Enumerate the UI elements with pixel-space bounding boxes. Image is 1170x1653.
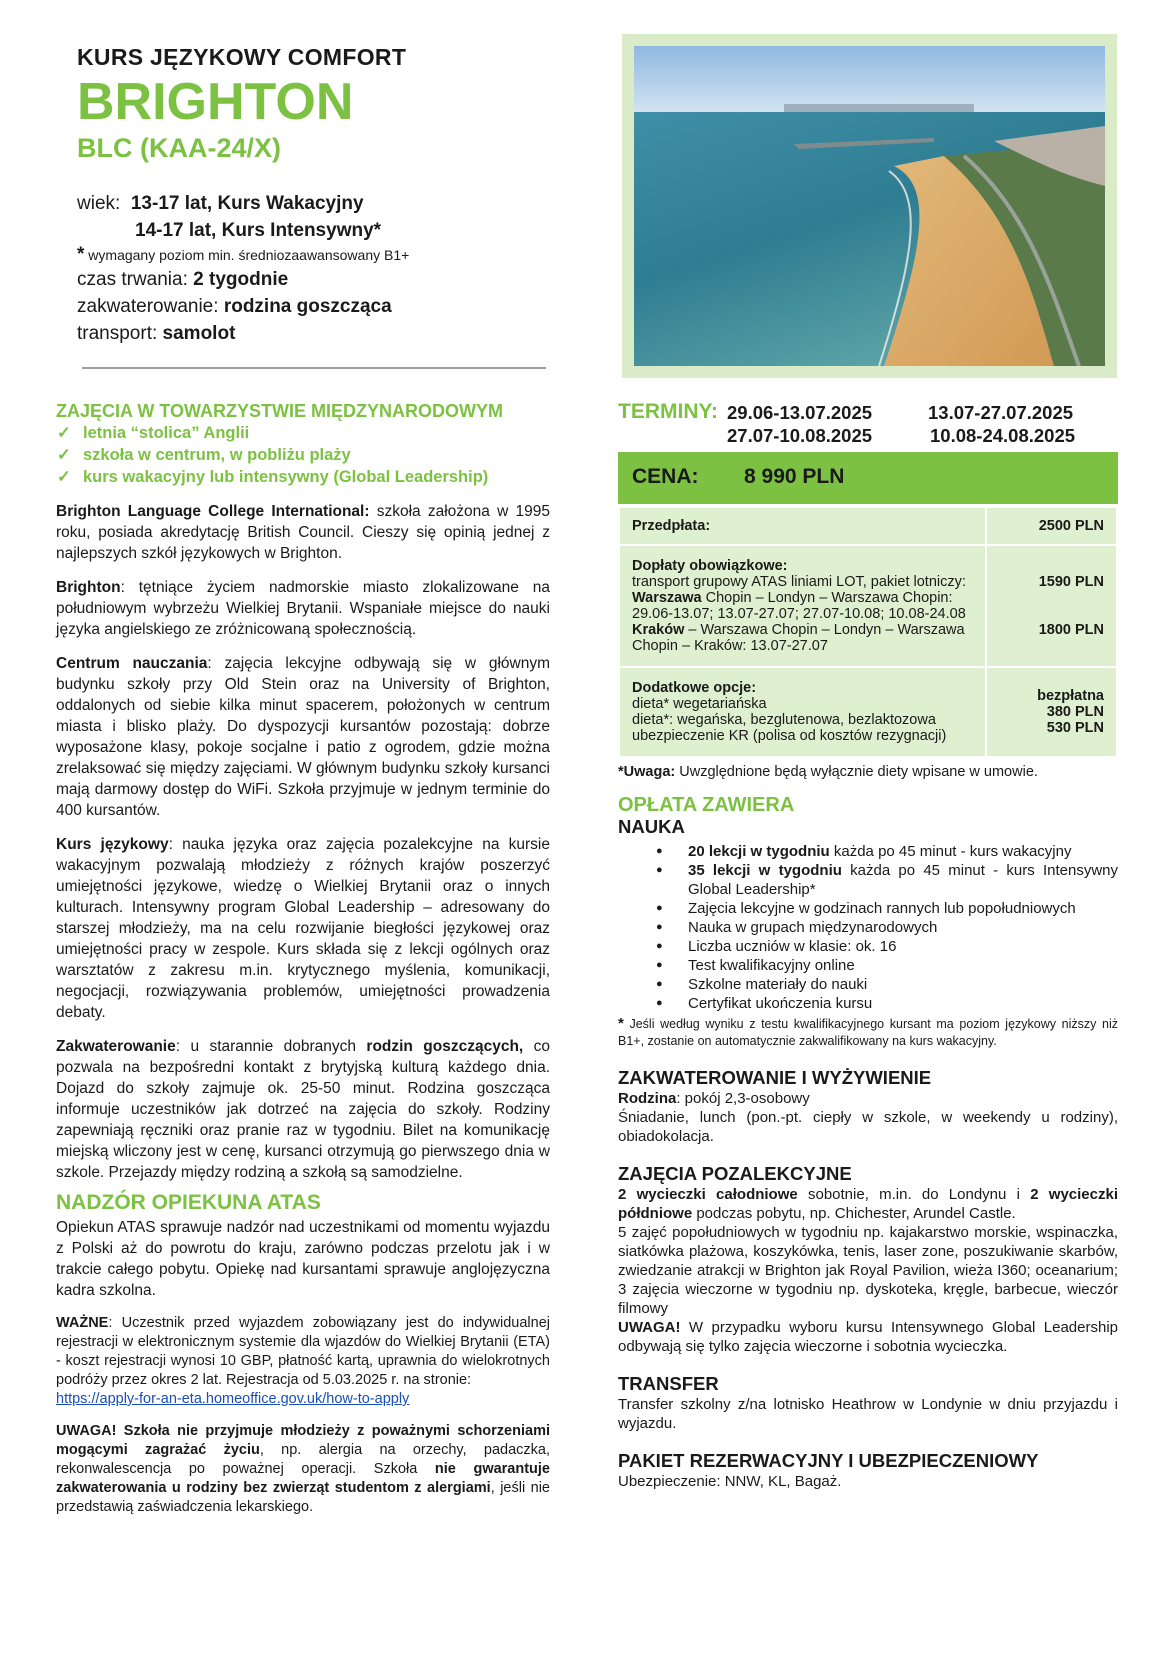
list-item: ✓ letnia “stolica” Anglii [56, 422, 550, 444]
accommodation-paragraph: Zakwaterowanie: u starannie dobranych rodzin goszczących, co pozwala na bezpośredni kontakt z brytyjską kulturą każdego dnia. Dojazd do szkoły zajmuje ok. 25-50 minut. Rodzina goszcząca informuje uczestników jak dotrzeć na zajęcia do szkoły. Rodziny zapewniają ręczniki oraz pranie raz w tygodniu. Bilet na komunikację miejską wliczony jest w cenę, kursanci otrzymują go pierwszego dnia w szkole. Przejazdy między rodziną a szkołą są samodzielne. [56, 1038, 550, 1181]
includes-title: OPŁATA ZAWIERA [618, 794, 795, 816]
school-paragraph: Brighton Language College International: szkoła założona w 1995 roku, posiada akredytację British Council. Cieszy się opinią jednej z najlepszych szkół językowych w Brighton. [56, 503, 550, 562]
list-item: ✓ kurs wakacyjny lub intensywny (Global Leadership) [56, 466, 550, 488]
course-code: BLC (KAA-24/X) [77, 133, 282, 163]
course-type: KURS JĘZYKOWY COMFORT [77, 44, 407, 70]
learning-list [618, 842, 1118, 1013]
transfer-title: TRANSFER [618, 1373, 719, 1394]
insurance-paragraph: Ubezpieczenie: NNW, KL, Bagaż. [618, 1473, 842, 1490]
extra-title: ZAJĘCIA POZALEKCYJNE [618, 1163, 852, 1184]
course-paragraph: Kurs językowy: nauka języka oraz zajęcia pozalekcyjne na kursie wakacyjnym pozwalają młodzieży z różnych krajów poszerzyć umiejętności językowe, wiedzę o Wielkiej Brytanii oraz o innych kulturach. Intensywny program Global Leadership – adresowany do starszej młodzieży, ma na celu rozwijanie biegłości językowej oraz umiejętności pracy w zespole. Kurs składa się z lekcji ogólnych oraz warsztatów z zakresu m.in. krytycznego myślenia, komunikacji, negocjacji, rozwiązywania problemów, umiejętności prowadzenia debaty. [56, 836, 550, 1021]
learning-title: NAUKA [618, 816, 685, 837]
transport-row: transport: samolot [77, 323, 236, 344]
list-item: ● Zajęcia lekcyjne w godzinach rannych lub popołudniowych [618, 899, 1118, 918]
supervision-title: NADZÓR OPIEKUNA ATAS [56, 1191, 321, 1214]
eta-link[interactable]: https://apply-for-an-eta.homeoffice.gov.uk/how-to-apply [56, 1391, 410, 1407]
list-item: ● Test kwalifikacyjny online [618, 956, 1118, 975]
price-band [618, 452, 1118, 504]
term-date: 10.08-24.08.2025 [930, 425, 1076, 446]
duration-row: czas trwania: 2 tygodnie [77, 269, 289, 290]
centre-paragraph: Centrum nauczania: zajęcia lekcyjne odbywają się w głównym budynku szkoły przy Old Stein oraz na University of Brighton, oddalonych od siebie kilka minut spacerem, położonych w centrum miasta i blisko plaży. Do dyspozycji kursantów pozostają: dobrze wyposażone klasy, pokoje socjalne i patio z ogrodem, gdzie można zrelaksować się między zajęciami. W głównym budynku szkoły kursanci mają darmowy dostęp do WiFi. Szkoła przyjmuje w jednym terminie do 400 kursantów. [56, 655, 550, 819]
page-title: BRIGHTON [77, 73, 354, 131]
left-column [56, 400, 550, 1517]
health-warning: UWAGA! Szkoła nie przyjmuje młodzieży z poważnymi schorzeniami mogącymi zagrażać życiu, np. alergia na orzechy, padaczka, rekonwalescencja po poważnej operacji. Szkoła nie gwarantuje zakwaterowania u rodziny bez zwierząt studentom z alergiami, jeśli nie przedstawią zaświadczenia lekarskiego. [56, 1423, 551, 1515]
diet-note: *Uwaga: Uwzględnione będą wyłącznie diety wpisane w umowie. [618, 764, 1038, 780]
insurance-title: PAKIET REZERWACYJNY I UBEZPIECZENIOWY [618, 1450, 1039, 1471]
terms-label: TERMINY: [618, 400, 718, 423]
fees-table [618, 506, 1118, 758]
extra-paragraph: 2 wycieczki całodniowe sobotnie, m.in. do Londynu i 2 wycieczki półdniowe podczas pobytu, np. Chichester, Arundel Castle. 5 zajęć popołudniowych w tygodniu np. kajakarstwo morskie, wspinaczka, siatkówka plażowa, koszykówka, tenis, laser zone, poszukiwanie skarbów, zwiedzanie atrakcji w Brighton jak Royal Pavilion, wieża I360; oceanarium; 3 zajęcia wieczorne w tygodniu np. dyskoteka, kręgle, barbecue, wieczór filmowy UWAGA! W przypadku wyboru kursu Intensywnego Global Leadership odbywają się tylko zajęcia wieczorne i sobotnia wycieczka. [618, 1186, 1118, 1355]
board-paragraph: Rodzina: pokój 2,3-osobowy Śniadanie, lunch (pon.-pt. ciepły w szkole, w weekendy u rodziny), obiadokolacja. [618, 1090, 1118, 1145]
learning-footnote: * Jeśli według wyniku z testu kwalifikacyjnego kursant ma poziom językowy niższy niż B1+, zostanie on automatycznie zakwalifikowany na kurs wakacyjny. [618, 1015, 1118, 1048]
list-item: ● Liczba uczniów w klasie: ok. 16 [618, 937, 1118, 956]
term-date: 13.07-27.07.2025 [928, 402, 1074, 423]
list-item: ● 20 lekcji w tygodniu każda po 45 minut - kurs wakacyjny [618, 842, 1118, 861]
important-paragraph: WAŻNE: Uczestnik przed wyjazdem zobowiązany jest do indywidualnej rejestracji w elektronicznym systemie dla wjazdów do Wielkiej Brytanii (ETA) - koszt rejestracji wynosi 10 GBP, płatność kartą, uprawnia do wielokrotnych podróży przez okres 2 lat. Rejestracja od 5.03.2025 r. na stronie: https://apply-for-an-eta.homeoffice.gov.uk/how-to-apply [56, 1315, 550, 1407]
beach-aerial-image [634, 46, 1105, 366]
list-item: ● Szkolne materiały do nauki [618, 975, 1118, 994]
table-row: Przedpłata: 2500 PLN [619, 507, 1117, 545]
age-row-2: 14-17 lat, Kurs Intensywny* [135, 220, 382, 241]
right-column [618, 400, 1118, 1491]
international-title: ZAJĘCIA W TOWARZYSTWIE MIĘDZYNARODOWYM [56, 401, 503, 421]
board-title: ZAKWATEROWANIE I WYŻYWIENIE [618, 1067, 932, 1088]
table-row: Dodatkowe opcje: dieta* wegetariańska dieta*: wegańska, bezglutenowa, bezlaktozowa ubezpieczenie KR (polisa od kosztów rezygnacji) bezpłatna 380 PLN 530 PLN [619, 667, 1117, 757]
term-date: 27.07-10.08.2025 [727, 425, 873, 446]
terms-block [618, 400, 1118, 448]
table-row: Dopłaty obowiązkowe: transport grupowy ATAS liniami LOT, pakiet lotniczy: Warszawa Chopin – Londyn – Warszawa Chopin: 29.06-13.07; 13.07-27.07; 27.07-10.08; 10.08-24.08 Kraków – Warszawa Chopin – Londyn – Warszawa Chopin – Kraków: 13.07-27.07 1590 PLN 1800 PLN [619, 545, 1117, 667]
list-item: ● Nauka w grupach międzynarodowych [618, 918, 1118, 937]
course-facts [77, 190, 557, 347]
age-note: * wymagany poziom min. średniozaawansowany B1+ [77, 244, 410, 265]
city-paragraph: Brighton: tętniące życiem nadmorskie miasto zlokalizowane na południowym wybrzeżu Wielkiej Brytanii. Wspaniałe miejsce do nauki języka angielskiego ze zróżnicowaną społecznością. [56, 579, 550, 638]
price-label: CENA: [632, 465, 699, 488]
list-item: ● Certyfikat ukończenia kursu [618, 994, 1118, 1013]
list-item: ● 35 lekcji w tygodniu każda po 45 minut - kurs Intensywny Global Leadership* [618, 861, 1118, 899]
age-row: wiek: 13-17 lat, Kurs Wakacyjny [77, 193, 364, 214]
supervision-paragraph: Opiekun ATAS sprawuje nadzór nad uczestnikami od momentu wyjazdu z Polski aż do powrotu do kraju, zarówno podczas przelotu jak i w trakcie całego pobytu. Opiekę nad kursantami sprawuje anglojęzyczna kadra szkolna. [56, 1219, 550, 1299]
list-item: ✓ szkoła w centrum, w pobliżu plaży [56, 444, 550, 466]
transfer-paragraph: Transfer szkolny z/na lotnisko Heathrow w Londynie w dniu przyjazdu i wyjazdu. [618, 1396, 1118, 1432]
header-divider [82, 367, 546, 369]
highlights-list [56, 422, 550, 488]
header [77, 44, 557, 347]
price-value: 8 990 PLN [744, 465, 845, 488]
term-date: 29.06-13.07.2025 [727, 402, 873, 423]
beach-photo [622, 34, 1117, 378]
accommodation-row: zakwaterowanie: rodzina goszcząca [77, 296, 392, 317]
